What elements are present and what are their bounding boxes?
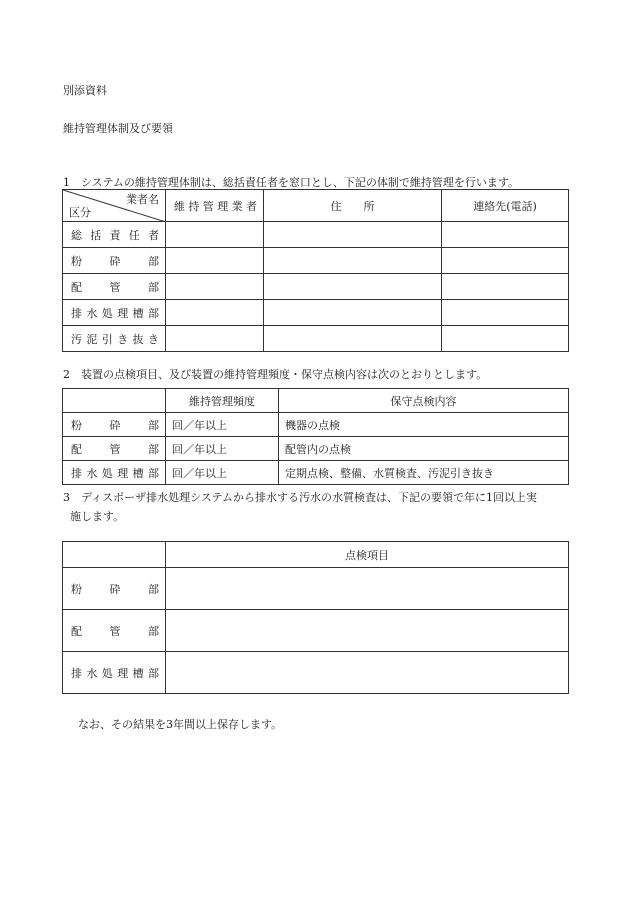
maintenance-system-table	[62, 189, 569, 352]
section3-heading-line2: 施します。	[70, 510, 125, 523]
document-title: 維持管理体制及び要領	[63, 122, 173, 135]
column-header-frequency: 維持管理頻度	[166, 389, 279, 413]
section3-heading-line1: 3 ディスポーザ排水処理システムから排水する汚水の水質検査は、下記の要領で年に1回以上実	[63, 491, 538, 504]
table-row	[63, 300, 569, 326]
table-row	[63, 461, 569, 485]
row-label: 排水処理槽部	[63, 652, 166, 694]
column-header-inspection-items: 点検項目	[166, 542, 569, 568]
frequency-cell: 回／年以上	[166, 437, 279, 461]
water-quality-table	[62, 541, 569, 694]
footer-note: なお、その結果を3年間以上保存します。	[78, 718, 283, 731]
row-label: 粉砕部	[63, 568, 166, 610]
column-header-contact: 連絡先(電話)	[442, 190, 569, 222]
column-header-content: 保守点検内容	[279, 389, 569, 413]
column-header-address: 住 所	[264, 190, 442, 222]
table-row	[63, 413, 569, 437]
diagonal-header-cell	[63, 190, 166, 222]
blank-header-cell	[63, 542, 166, 568]
row-label: 粉砕部	[63, 413, 166, 437]
table-row	[63, 222, 569, 248]
section2-heading: 2 装置の点検項目、及び装置の維持管理頻度・保守点検内容は次のとおりとします。	[63, 368, 488, 381]
row-label: 配管部	[63, 437, 166, 461]
content-cell: 配管内の点検	[279, 437, 569, 461]
table-row	[63, 326, 569, 352]
table-row	[63, 274, 569, 300]
inspection-items-table	[62, 388, 569, 485]
document-header: 別添資料	[63, 84, 107, 97]
corner-label-category: 区分	[69, 206, 91, 219]
content-cell: 定期点検、整備、水質検査、汚泥引き抜き	[279, 461, 569, 485]
row-label: 汚泥引き抜き	[63, 326, 166, 352]
table-row	[63, 248, 569, 274]
blank-header-cell	[63, 389, 166, 413]
row-label: 配管部	[63, 610, 166, 652]
frequency-cell: 回／年以上	[166, 413, 279, 437]
table-row	[63, 610, 569, 652]
table-row	[63, 568, 569, 610]
row-label: 排水処理槽部	[63, 300, 166, 326]
row-label: 粉砕部	[63, 248, 166, 274]
content-cell: 機器の点検	[279, 413, 569, 437]
column-header-vendor: 維持管理業者	[166, 190, 264, 222]
section1-heading: 1 システムの維持管理体制は、総括責任者を窓口とし、下記の体制で維持管理を行います。	[63, 176, 520, 189]
row-label: 配管部	[63, 274, 166, 300]
frequency-cell: 回／年以上	[166, 461, 279, 485]
table-row	[63, 437, 569, 461]
table-row	[63, 652, 569, 694]
row-label: 総括責任者	[63, 222, 166, 248]
row-label: 排水処理槽部	[63, 461, 166, 485]
corner-label-vendor: 業者名	[126, 193, 159, 206]
